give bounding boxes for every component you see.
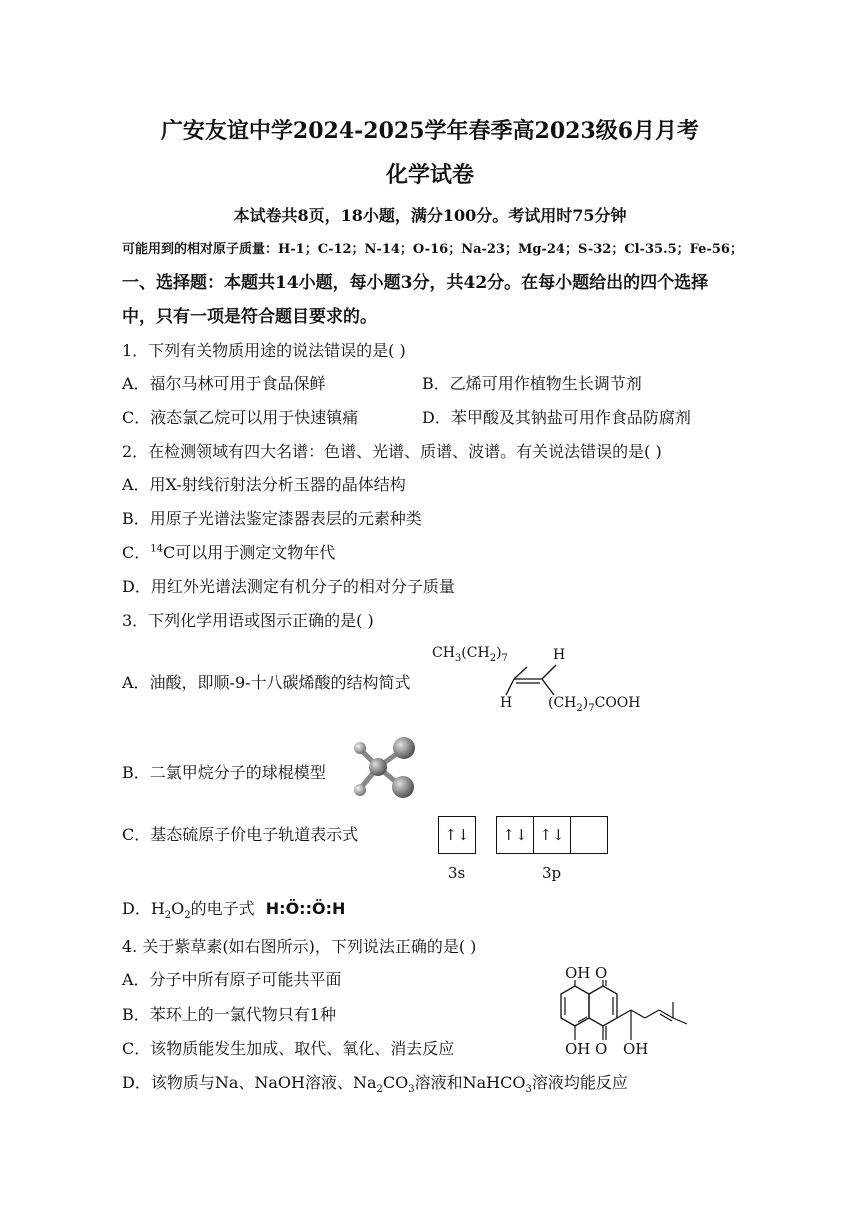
label-o-top: O xyxy=(595,964,608,982)
orbital-3p-cell-2: ↑↓ xyxy=(533,817,570,853)
orbital-label-3p: 3p xyxy=(542,864,562,882)
oleic-acid-structure xyxy=(432,645,652,715)
q4-option-c: C．该物质能发生加成、取代、氧化、消去反应 xyxy=(122,1039,455,1058)
ball-stick-model-icon xyxy=(346,733,420,801)
q2-option-b: B．用原子光谱法鉴定漆器表层的元素种类 xyxy=(122,509,422,528)
q2-option-a: A．用X-射线衍射法分析玉器的晶体结构 xyxy=(122,475,406,494)
q3-stem: 3．下列化学用语或图示正确的是( ) xyxy=(122,611,374,630)
label-o-bottom: O xyxy=(595,1040,608,1058)
q3-option-d: D．$H_2O_2$的电子式 H:Ö::Ö:H xyxy=(122,899,346,922)
label-oh-bottom: OH xyxy=(565,1040,591,1058)
q1-option-a: A．福尔马林可用于食品保鲜 xyxy=(122,374,326,393)
q4-option-b: B．苯环上的一氯代物只有1种 xyxy=(122,1005,336,1024)
q2-option-c: C．$^{14}$C可以用于测定文物年代 xyxy=(122,543,336,562)
q4-option-d: D．该物质与Na、NaOH溶液、$Na_2CO_3$溶液和NaHCO$_3$溶液均能反应 xyxy=(122,1073,628,1096)
orbital-3s-cell: ↑↓ xyxy=(444,826,470,844)
section-heading-line1: 一、选择题：本题共14小题，每小题3分，共42分。在每小题给出的四个选择 xyxy=(122,273,709,293)
struct-bottom-right: $(CH_2)_7COOH$ xyxy=(548,695,641,714)
q1-stem: 1．下列有关物质用途的说法错误的是( ) xyxy=(122,341,406,360)
section-heading-line2: 中，只有一项是符合题目要求的。 xyxy=(122,307,377,327)
shikonin-bonds xyxy=(545,962,695,1062)
q4-option-a: A．分子中所有原子可能共平面 xyxy=(122,970,342,989)
struct-top-right: H xyxy=(553,647,566,663)
orbital-3p-cell-3 xyxy=(570,817,607,853)
q3-option-b: B．二氯甲烷分子的球棍模型 xyxy=(122,763,326,782)
orbital-label-3s: 3s xyxy=(448,864,466,882)
h2o2-electron-formula: H:Ö::Ö:H xyxy=(265,899,346,918)
struct-top-left: $CH_3(CH_2)_7$ xyxy=(432,645,508,664)
label-oh-side: OH xyxy=(623,1040,649,1058)
exam-info: 本试卷共8页，18小题，满分100分。考试用时75分钟 xyxy=(233,206,627,225)
q4-stem: 4. 关于紫草素(如右图所示)，下列说法正确的是( ) xyxy=(122,937,477,956)
q3-option-c: C．基态硫原子价电子轨道表示式 xyxy=(122,825,359,844)
struct-bottom-left: H xyxy=(500,695,513,711)
orbital-3p-cell-1: ↑↓ xyxy=(502,826,528,844)
atomic-masses: 可能用到的相对原子质量：H-1；C-12；N-14；O-16；Na-23；Mg-24；S-32；Cl-35.5；Fe-56； xyxy=(122,242,743,257)
orbital-3s-box xyxy=(438,816,476,854)
q1-option-b: B．乙烯可用作植物生长调节剂 xyxy=(422,374,642,393)
label-oh-top: OH xyxy=(565,964,591,982)
double-bond-lines xyxy=(432,645,652,715)
q2-stem: 2．在检测领域有四大名谱：色谱、光谱、质谱、波谱。有关说法错误的是( ) xyxy=(122,442,662,461)
exam-subtitle: 化学试卷 xyxy=(385,162,474,188)
orbital-diagram xyxy=(438,816,613,886)
exam-title: 广安友谊中学2024-2025学年春季高2023级6月月考 xyxy=(160,118,700,144)
shikonin-structure xyxy=(545,962,695,1062)
q2-option-d: D．用红外光谱法测定有机分子的相对分子质量 xyxy=(122,577,455,596)
q3-option-a: A．油酸，即顺-9-十八碳烯酸的结构简式 xyxy=(122,673,411,692)
orbital-3p-box xyxy=(496,816,608,854)
q1-option-c: C．液态氯乙烷可以用于快速镇痛 xyxy=(122,408,359,427)
q1-option-d: D．苯甲酸及其钠盐可用作食品防腐剂 xyxy=(422,408,691,427)
